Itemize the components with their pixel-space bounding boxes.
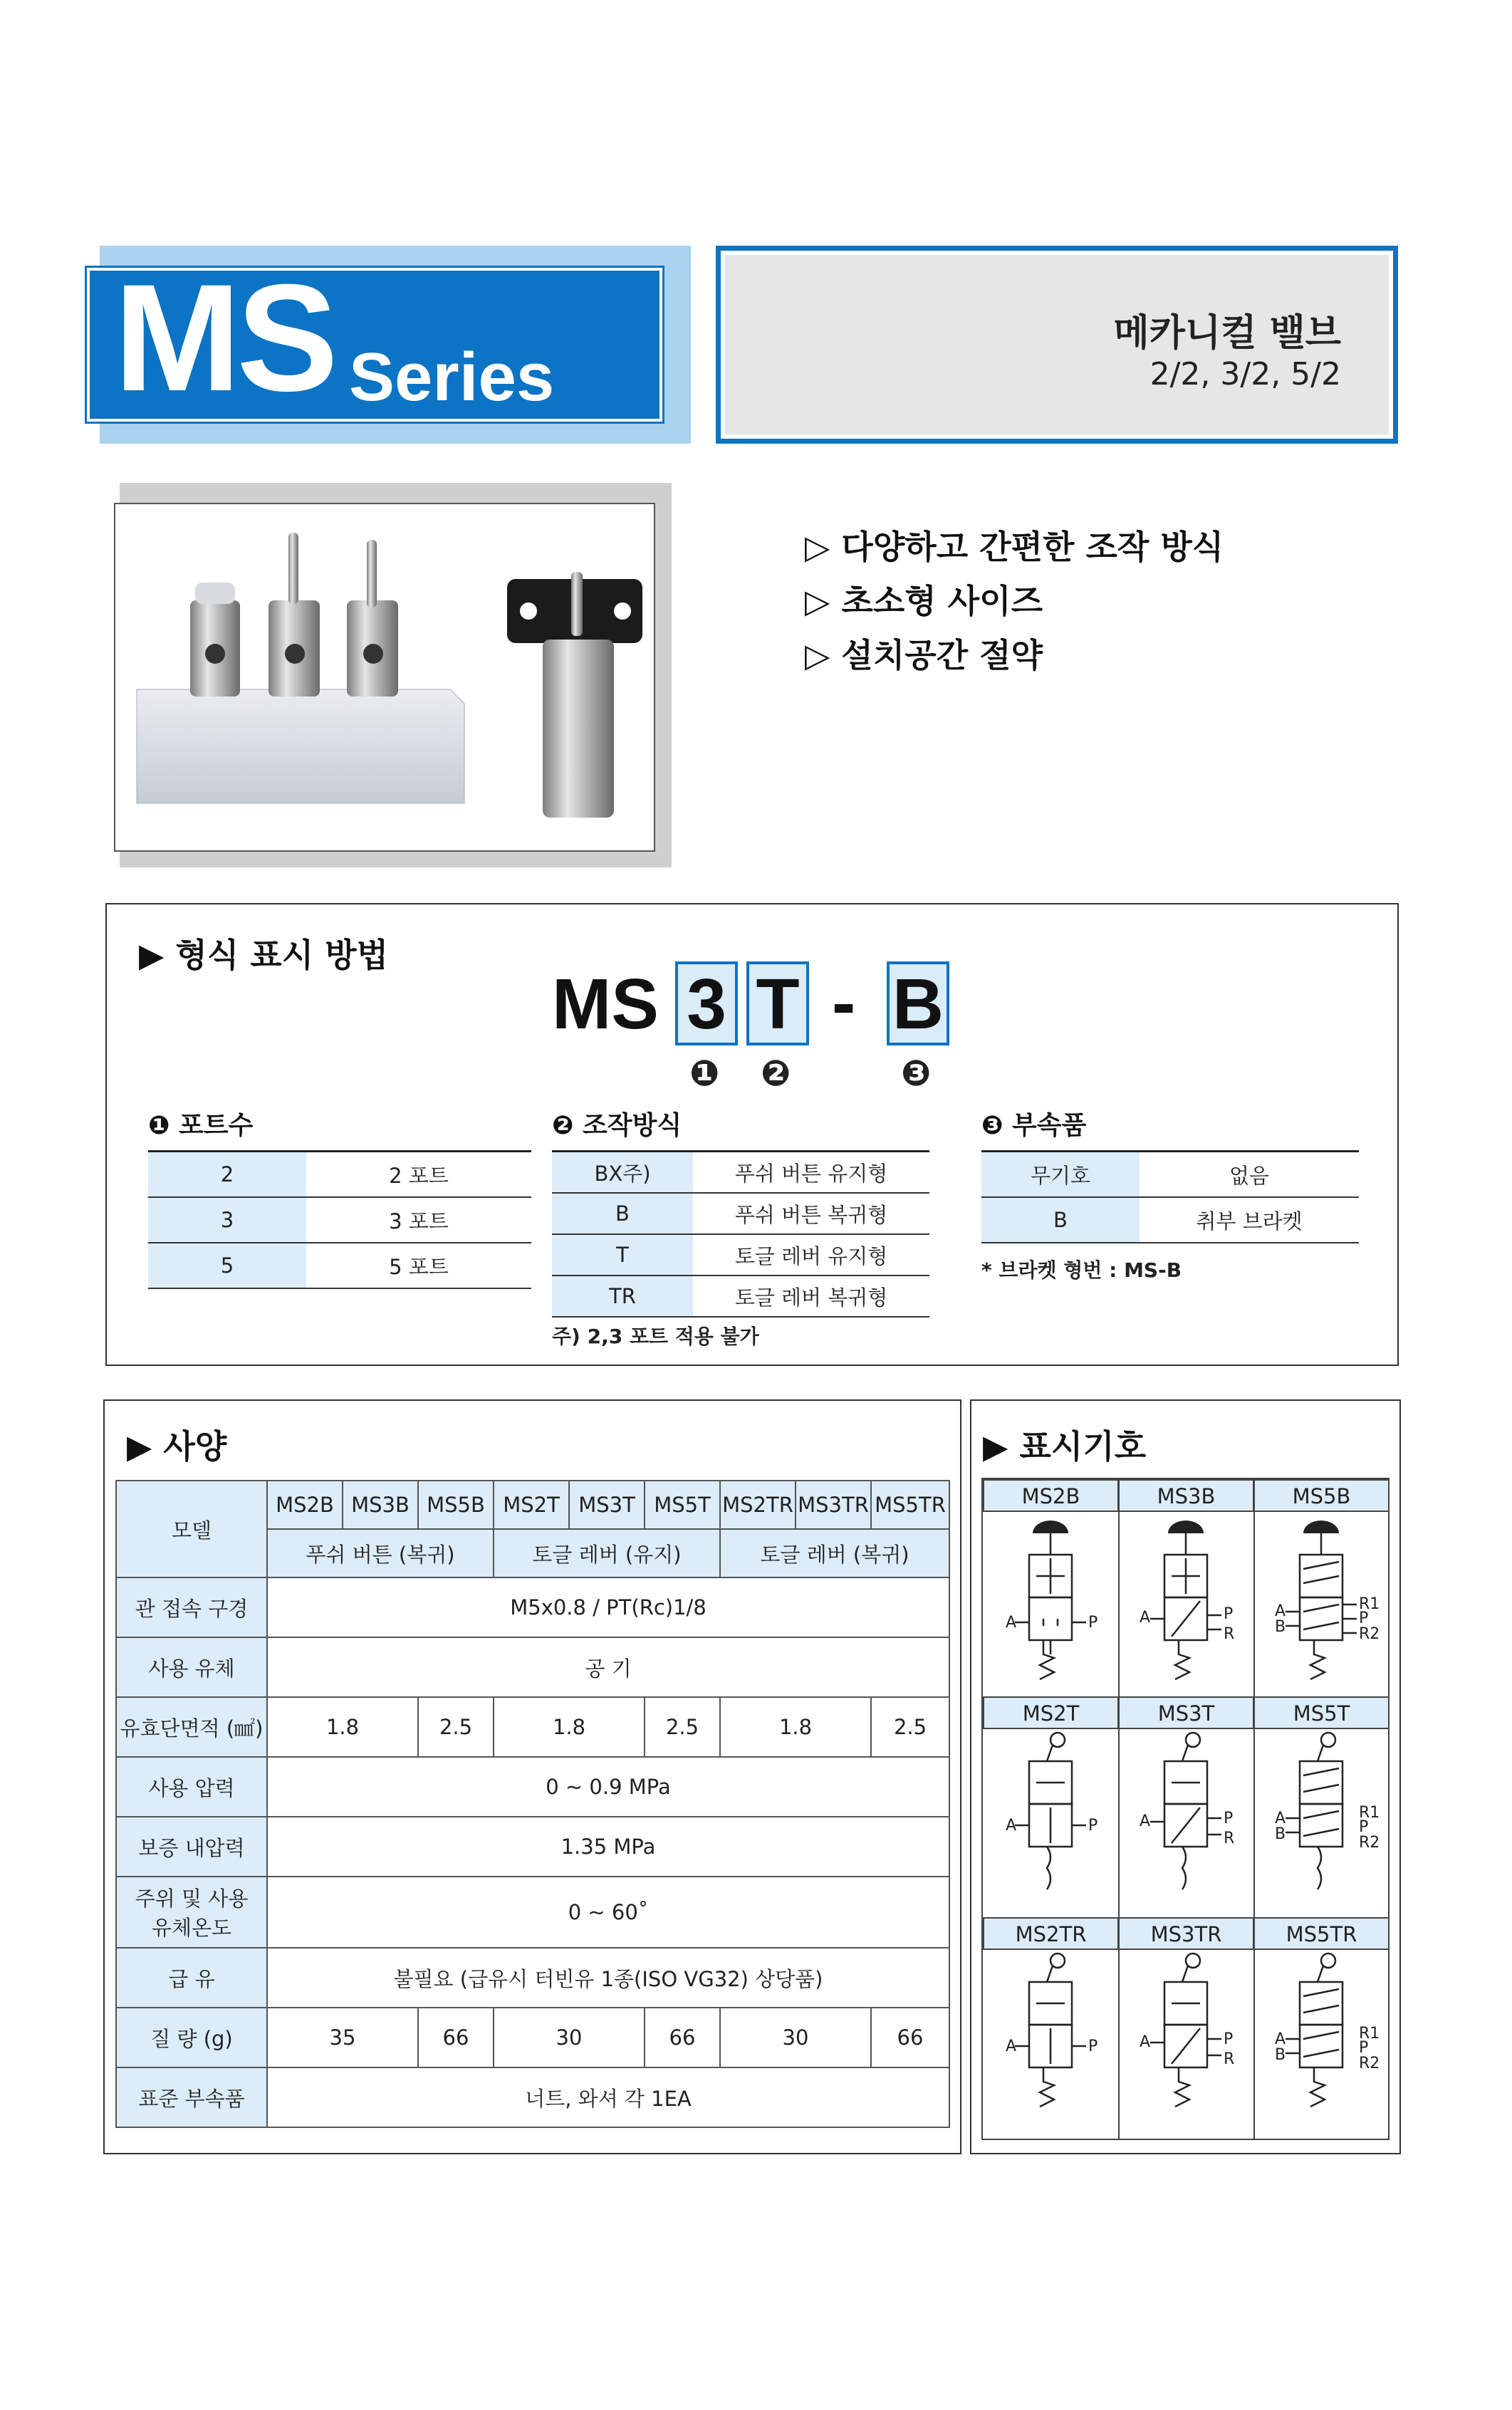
ordering-title: ▶ 형식 표시 방법 bbox=[139, 936, 389, 974]
feature-item: ▷ 다양하고 간편한 조작 방식 bbox=[805, 528, 1224, 566]
operation-table bbox=[552, 1150, 929, 1318]
svg-text:P: P bbox=[1088, 1817, 1098, 1835]
svg-text:P: P bbox=[1224, 1605, 1234, 1623]
svg-text:P: P bbox=[1088, 2038, 1098, 2055]
product-title: 메카니컬 밸브 bbox=[1113, 312, 1341, 355]
svg-text:P: P bbox=[1224, 1810, 1234, 1827]
svg-text:R1: R1 bbox=[1359, 2025, 1380, 2043]
svg-text:R2: R2 bbox=[1359, 1625, 1380, 1643]
series-brand: MS bbox=[114, 253, 334, 423]
svg-text:A: A bbox=[1275, 1810, 1286, 1827]
accessory-title: ❸ 부속품 bbox=[981, 1111, 1087, 1140]
port-label: A bbox=[1006, 1614, 1017, 1632]
accessory-table bbox=[981, 1150, 1359, 1243]
table-row: BX주) 푸쉬 버튼 유지형 bbox=[552, 1152, 929, 1194]
feature-item: ▷ 초소형 사이즈 bbox=[805, 582, 1043, 620]
symbol-label: MS3B bbox=[1118, 1479, 1254, 1512]
valve-symbols bbox=[983, 1479, 1388, 2139]
table-row: 5 5 포트 bbox=[148, 1243, 531, 1288]
table-row: 푸쉬 버튼 (복귀) 토글 레버 (유지) 토글 레버 (복귀) bbox=[116, 1529, 949, 1577]
svg-text:B: B bbox=[1275, 2046, 1286, 2064]
symbol-label: MS3TR bbox=[1118, 1917, 1254, 1950]
table-row: 질 량 (g) 35 66 30 66 30 66 bbox=[116, 2008, 949, 2067]
svg-text:R: R bbox=[1224, 1625, 1235, 1643]
svg-text:R2: R2 bbox=[1359, 1834, 1380, 1852]
symbol-label: MS5B bbox=[1253, 1479, 1390, 1512]
table-row: 표준 부속품 너트, 와셔 각 1EA bbox=[116, 2067, 949, 2127]
product-subtitle: 2/2, 3/2, 5/2 bbox=[1149, 356, 1341, 392]
svg-text:R2: R2 bbox=[1359, 2055, 1380, 2072]
svg-text:P: P bbox=[1359, 1610, 1369, 1627]
spec-title: ▶ 사양 bbox=[127, 1427, 227, 1466]
table-row: B 취부 브라켓 bbox=[981, 1197, 1359, 1243]
svg-text:P: P bbox=[1359, 1818, 1369, 1836]
code-part-accessory: B bbox=[887, 961, 949, 1045]
ports-table bbox=[148, 1150, 531, 1289]
code-part-operation: T bbox=[746, 961, 809, 1045]
code-prefix: MS bbox=[552, 964, 659, 1044]
svg-text:A: A bbox=[1006, 2038, 1017, 2055]
svg-text:B: B bbox=[1275, 1825, 1286, 1843]
feature-item: ▷ 설치공간 절약 bbox=[805, 636, 1043, 674]
svg-text:R: R bbox=[1224, 2050, 1235, 2068]
symbol-title: ▶ 표시기호 bbox=[983, 1427, 1147, 1466]
svg-text:A: A bbox=[1140, 1609, 1151, 1627]
table-row: 보증 내압력 1.35 MPa bbox=[116, 1817, 949, 1877]
svg-text:P: P bbox=[1359, 2039, 1369, 2057]
operation-title: ❷ 조작방식 bbox=[552, 1111, 682, 1140]
svg-text:A: A bbox=[1275, 1602, 1286, 1620]
symbol-label: MS5T bbox=[1253, 1696, 1390, 1729]
operation-note: 주) 2,3 포트 적용 불가 bbox=[552, 1325, 759, 1348]
marker-2: ❷ bbox=[761, 1053, 791, 1094]
svg-text:A: A bbox=[1140, 2033, 1151, 2051]
symbol-grid bbox=[981, 1478, 1390, 2140]
table-row: B 푸쉬 버튼 복귀형 bbox=[552, 1193, 929, 1234]
marker-1: ❶ bbox=[689, 1053, 720, 1094]
marker-3: ❸ bbox=[901, 1053, 932, 1094]
table-row: 주위 및 사용 유체온도 0 ~ 60˚ bbox=[116, 1877, 949, 1948]
table-row: 사용 압력 0 ~ 0.9 MPa bbox=[116, 1757, 949, 1817]
svg-text:B: B bbox=[1275, 1618, 1286, 1636]
series-label: Series bbox=[349, 339, 555, 415]
table-row: 유효단면적 (㎟) 1.8 2.5 1.8 2.5 1.8 2.5 bbox=[116, 1697, 949, 1757]
table-row: T 토글 레버 유지형 bbox=[552, 1234, 929, 1276]
table-row: 2 2 포트 bbox=[148, 1152, 531, 1198]
port-label: P bbox=[1088, 1614, 1098, 1632]
svg-text:A: A bbox=[1275, 2030, 1286, 2048]
accessory-note: * 브라켓 형번 : MS-B bbox=[981, 1258, 1182, 1282]
table-row: 3 3 포트 bbox=[148, 1197, 531, 1243]
table-row: 급 유 불필요 (급유시 터빈유 1종(ISO VG32) 상당품) bbox=[116, 1948, 949, 2008]
symbol-label: MS2TR bbox=[983, 1917, 1119, 1950]
table-row: 무기호 없음 bbox=[981, 1152, 1359, 1198]
svg-text:A: A bbox=[1006, 1817, 1017, 1835]
svg-text:R: R bbox=[1224, 1830, 1235, 1847]
table-row: TR 토글 레버 복귀형 bbox=[552, 1276, 929, 1317]
svg-text:P: P bbox=[1224, 2030, 1234, 2048]
code-dash: - bbox=[832, 963, 856, 1043]
product-photo-illustration bbox=[115, 504, 654, 850]
svg-text:R1: R1 bbox=[1359, 1804, 1380, 1822]
table-row: 관 접속 구경 M5x0.8 / PT(Rc)1/8 bbox=[116, 1577, 949, 1637]
symbol-label: MS2B bbox=[983, 1479, 1119, 1512]
symbol-label: MS5TR bbox=[1253, 1917, 1390, 1950]
symbol-label: MS3T bbox=[1118, 1696, 1254, 1729]
spec-table bbox=[115, 1480, 950, 2128]
svg-text:A: A bbox=[1140, 1812, 1151, 1830]
table-row: 사용 유체 공 기 bbox=[116, 1637, 949, 1697]
symbol-label: MS2T bbox=[983, 1696, 1119, 1729]
ports-title: ❶ 포트수 bbox=[148, 1111, 254, 1140]
svg-text:R1: R1 bbox=[1359, 1595, 1380, 1613]
code-part-ports: 3 bbox=[675, 961, 738, 1045]
table-row: 모델 MS2B MS3B MS5B MS2T MS3T MS5T MS2TR MS3TR MS5TR bbox=[116, 1481, 949, 1529]
product-photo bbox=[114, 503, 655, 852]
